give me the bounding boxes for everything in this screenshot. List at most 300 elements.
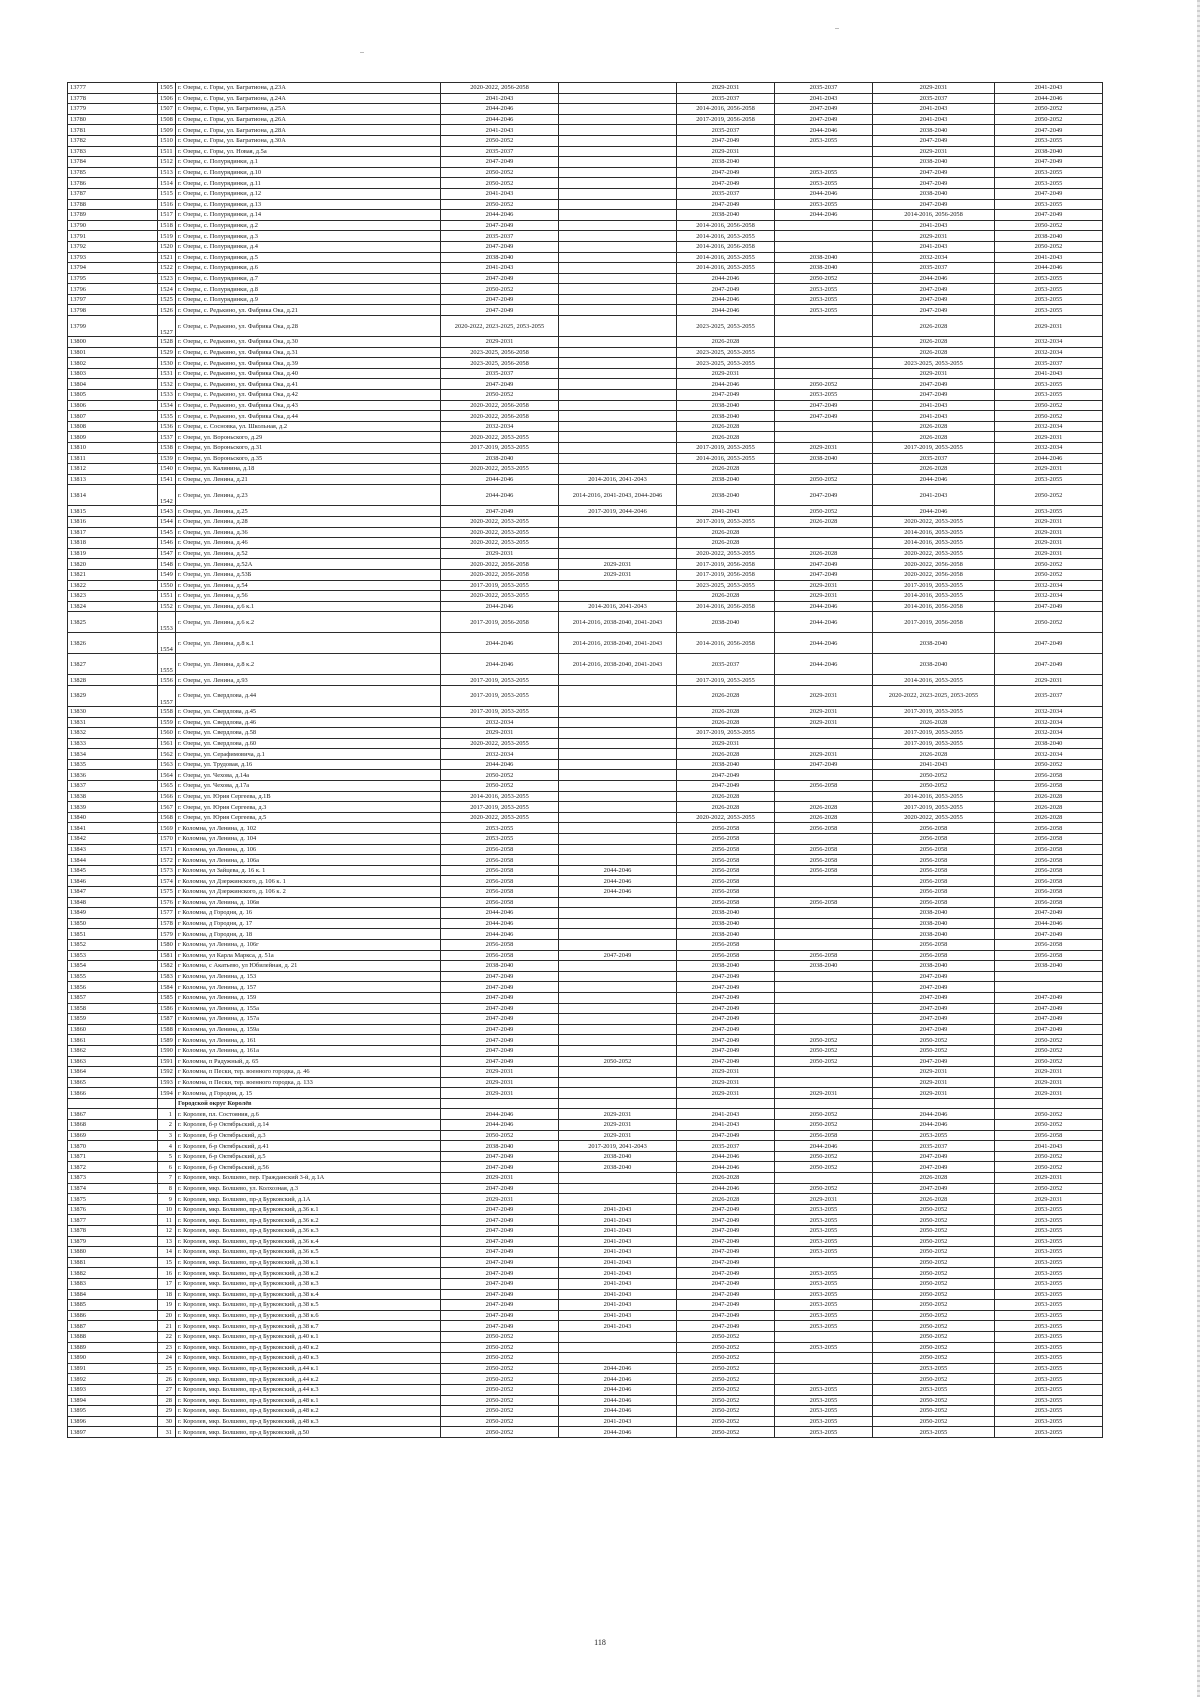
period-cell-1: 2035-2037 (441, 231, 559, 242)
item-number-cell: 1508 (158, 114, 176, 125)
item-number-cell: 28 (158, 1395, 176, 1406)
period-cell-4: 2029-2031 (775, 1194, 873, 1205)
period-cell-4 (775, 939, 873, 950)
table-row (68, 1077, 1103, 1088)
period-cell-3: 2056-2058 (677, 876, 775, 887)
item-number-cell: 1558 (158, 706, 176, 717)
period-cell-2: 2041-2043 (559, 1416, 677, 1427)
period-cell-6: 2047-2049 (995, 908, 1103, 919)
period-cell-5: 2050-2052 (873, 1226, 995, 1237)
period-cell-5: 2050-2052 (873, 1342, 995, 1353)
period-cell-6: 2050-2052 (995, 569, 1103, 580)
period-cell-4: 2050-2052 (775, 1162, 873, 1173)
item-number-cell: 1515 (158, 188, 176, 199)
period-cell-3: 2047-2049 (677, 1236, 775, 1247)
period-cell-5: 2047-2049 (873, 982, 995, 993)
record-id-cell: 13786 (68, 178, 158, 189)
period-cell-2 (559, 791, 677, 802)
period-cell-5: 2056-2058 (873, 950, 995, 961)
period-cell-5: 2047-2049 (873, 294, 995, 305)
table-row (68, 1024, 1103, 1035)
item-number-cell: 1528 (158, 337, 176, 348)
period-cell-2 (559, 347, 677, 358)
period-cell-1: 2047-2049 (441, 982, 559, 993)
period-cell-6: 2047-2049 (995, 1003, 1103, 1014)
period-cell-5: 2053-2055 (873, 1130, 995, 1141)
period-cell-5: 2038-2040 (873, 908, 995, 919)
period-cell-4: 2044-2046 (775, 210, 873, 221)
item-number-cell: 1513 (158, 167, 176, 178)
period-cell-5: 2020-2022, 2023-2025, 2053-2055 (873, 685, 995, 706)
record-id-cell: 13858 (68, 1003, 158, 1014)
address-cell: г Коломна, ул Ленина, д. 153 (176, 971, 441, 982)
address-cell: г. Озеры, с. Редькино, ул. Фабрика Ока, д.41 (176, 379, 441, 390)
period-cell-4: 2050-2052 (775, 1045, 873, 1056)
period-cell-5: 2017-2019, 2053-2055 (873, 728, 995, 739)
period-cell-4: 2053-2055 (775, 1310, 873, 1321)
period-cell-3: 2038-2040 (677, 485, 775, 506)
period-cell-2: 2041-2043 (559, 1257, 677, 1268)
period-cell-4 (775, 347, 873, 358)
period-cell-6: 2050-2052 (995, 1035, 1103, 1046)
period-cell-3: 2041-2043 (677, 1120, 775, 1131)
period-cell-1: 2050-2052 (441, 284, 559, 295)
record-id-cell: 13799 (68, 316, 158, 337)
period-cell-4 (775, 1363, 873, 1374)
record-id-cell: 13860 (68, 1024, 158, 1035)
address-cell: г. Озеры, с. Полурядинки, д.12 (176, 188, 441, 199)
period-cell-1: 2050-2052 (441, 1374, 559, 1385)
period-cell-1: 2038-2040 (441, 453, 559, 464)
table-row (68, 929, 1103, 940)
period-cell-4: 2053-2055 (775, 390, 873, 401)
period-cell-5: 2029-2031 (873, 1088, 995, 1099)
record-id-cell: 13819 (68, 548, 158, 559)
period-cell-1: 2017-2019, 2056-2058 (441, 612, 559, 633)
address-cell: г Коломна, ул Ленина, д. 106 (176, 844, 441, 855)
period-cell-1: 2035-2037 (441, 368, 559, 379)
address-cell: г. Королев, мкр. Болшево, пр-д Бурковский, д.44 к.3 (176, 1384, 441, 1395)
period-cell-4: 2050-2052 (775, 1035, 873, 1046)
item-number-cell: 24 (158, 1353, 176, 1364)
table-row (68, 1003, 1103, 1014)
period-cell-6: 2026-2028 (995, 791, 1103, 802)
table-row (68, 1278, 1103, 1289)
item-number-cell: 1570 (158, 834, 176, 845)
scan-mark (360, 52, 364, 53)
period-cell-5: 2041-2043 (873, 241, 995, 252)
address-cell: г. Озеры, с. Полурядинки, д.8 (176, 284, 441, 295)
period-cell-6: 2053-2055 (995, 1395, 1103, 1406)
period-cell-1: 2029-2031 (441, 1077, 559, 1088)
period-cell-3: 2026-2028 (677, 1173, 775, 1184)
period-cell-5: 2050-2052 (873, 1278, 995, 1289)
period-cell-3 (677, 1098, 775, 1109)
period-cell-6: 2056-2058 (995, 950, 1103, 961)
period-cell-6: 2056-2058 (995, 1130, 1103, 1141)
period-cell-3: 2035-2037 (677, 188, 775, 199)
period-cell-1: 2047-2049 (441, 1035, 559, 1046)
item-number-cell: 1529 (158, 347, 176, 358)
period-cell-3: 2017-2019, 2056-2058 (677, 114, 775, 125)
period-cell-4 (775, 982, 873, 993)
address-cell: г. Озеры, с. Сосновка, ул. Школьная, д.2 (176, 421, 441, 432)
item-number-cell: 15 (158, 1257, 176, 1268)
item-number-cell: 1584 (158, 982, 176, 993)
period-cell-1: 2056-2058 (441, 844, 559, 855)
table-row (68, 464, 1103, 475)
item-number-cell: 1579 (158, 929, 176, 940)
period-cell-1: 2050-2052 (441, 1427, 559, 1438)
table-row (68, 1353, 1103, 1364)
period-cell-1: 2050-2052 (441, 1416, 559, 1427)
period-cell-6: 2029-2031 (995, 316, 1103, 337)
record-id-cell: 13853 (68, 950, 158, 961)
period-cell-1: 2029-2031 (441, 1173, 559, 1184)
period-cell-5: 2017-2019, 2053-2055 (873, 706, 995, 717)
period-cell-1: 2047-2049 (441, 971, 559, 982)
period-cell-2 (559, 464, 677, 475)
period-cell-5: 2026-2028 (873, 337, 995, 348)
address-cell: г Коломна, ул Ленина, д. 155а (176, 1003, 441, 1014)
period-cell-6: 2029-2031 (995, 538, 1103, 549)
period-cell-2: 2047-2049 (559, 950, 677, 961)
table-row (68, 1173, 1103, 1184)
address-cell: г. Озеры, с. Горы, ул. Багратиона, д.26А (176, 114, 441, 125)
address-cell: г Коломна, ул Ленина, д. 161 (176, 1035, 441, 1046)
period-cell-3: 2056-2058 (677, 865, 775, 876)
period-cell-4: 2053-2055 (775, 1204, 873, 1215)
period-cell-5: 2053-2055 (873, 1363, 995, 1374)
item-number-cell: 1541 (158, 474, 176, 485)
period-cell-4: 2044-2046 (775, 633, 873, 654)
item-number-cell: 1519 (158, 231, 176, 242)
period-cell-6: 2047-2049 (995, 210, 1103, 221)
period-cell-6: 2053-2055 (995, 1204, 1103, 1215)
address-cell: г Коломна, п Пески, тер. военного городка, д. 46 (176, 1067, 441, 1078)
table-row (68, 950, 1103, 961)
period-cell-1: 2050-2052 (441, 1406, 559, 1417)
item-number-cell: 1590 (158, 1045, 176, 1056)
period-cell-2 (559, 146, 677, 157)
period-cell-5: 2056-2058 (873, 855, 995, 866)
item-number-cell: 1527 (158, 316, 176, 337)
table-row (68, 1215, 1103, 1226)
period-cell-1: 2050-2052 (441, 135, 559, 146)
record-id-cell: 13856 (68, 982, 158, 993)
address-cell: г. Королев, мкр. Болшево, пр-д Бурковский, д.48 к.1 (176, 1395, 441, 1406)
period-cell-5: 2056-2058 (873, 887, 995, 898)
table-row (68, 167, 1103, 178)
record-id-cell: 13839 (68, 802, 158, 813)
period-cell-6: 2032-2034 (995, 347, 1103, 358)
period-cell-1: 2047-2049 (441, 1162, 559, 1173)
record-id-cell: 13886 (68, 1310, 158, 1321)
item-number-cell: 1523 (158, 273, 176, 284)
period-cell-5: 2020-2022, 2053-2055 (873, 812, 995, 823)
address-cell: г Коломна, д Городня, д. 15 (176, 1088, 441, 1099)
period-cell-4: 2038-2040 (775, 263, 873, 274)
period-cell-5: 2026-2028 (873, 464, 995, 475)
table-row (68, 125, 1103, 136)
item-number-cell: 18 (158, 1289, 176, 1300)
period-cell-3: 2041-2043 (677, 506, 775, 517)
address-cell: г. Озеры, ул. Ленина, д.8 к.1 (176, 633, 441, 654)
period-cell-6: 2047-2049 (995, 654, 1103, 675)
period-cell-5 (873, 1098, 995, 1109)
period-cell-3: 2038-2040 (677, 210, 775, 221)
record-id-cell: 13820 (68, 559, 158, 570)
table-row (68, 1067, 1103, 1078)
period-cell-5: 2041-2043 (873, 220, 995, 231)
period-cell-5: 2050-2052 (873, 1374, 995, 1385)
period-cell-3: 2044-2046 (677, 294, 775, 305)
address-cell: г. Озеры, ул. Вороньского, д.31 (176, 443, 441, 454)
period-cell-3: 2047-2049 (677, 1257, 775, 1268)
period-cell-5: 2047-2049 (873, 167, 995, 178)
address-cell: г Коломна, п Пески, тер. военного городка, д. 133 (176, 1077, 441, 1088)
period-cell-5: 2056-2058 (873, 876, 995, 887)
period-cell-1: 2047-2049 (441, 1321, 559, 1332)
period-cell-1: 2017-2019, 2053-2055 (441, 443, 559, 454)
address-cell: г. Озеры, ул. Ленина, д.8 к.2 (176, 654, 441, 675)
period-cell-2: 2041-2043 (559, 1300, 677, 1311)
period-cell-3: 2044-2046 (677, 1151, 775, 1162)
period-cell-6: 2053-2055 (995, 390, 1103, 401)
period-cell-3: 2026-2028 (677, 591, 775, 602)
address-cell: Городской округ Королёв (176, 1098, 441, 1109)
period-cell-3: 2026-2028 (677, 791, 775, 802)
period-cell-3: 2047-2049 (677, 1035, 775, 1046)
address-cell: г Коломна, д Городня, д. 16 (176, 908, 441, 919)
period-cell-3: 2047-2049 (677, 1045, 775, 1056)
period-cell-4 (775, 992, 873, 1003)
address-cell: г. Озеры, ул. Свердлова, д.46 (176, 717, 441, 728)
period-cell-1: 2047-2049 (441, 1278, 559, 1289)
period-cell-1: 2020-2022, 2053-2055 (441, 538, 559, 549)
period-cell-1: 2050-2052 (441, 1395, 559, 1406)
record-id-cell: 13817 (68, 527, 158, 538)
period-cell-1: 2041-2043 (441, 93, 559, 104)
period-cell-1: 2044-2046 (441, 908, 559, 919)
period-cell-3: 2041-2043 (677, 1109, 775, 1120)
item-number-cell: 1544 (158, 516, 176, 527)
period-cell-6: 2032-2034 (995, 749, 1103, 760)
period-cell-4: 2053-2055 (775, 167, 873, 178)
period-cell-6: 2053-2055 (995, 1321, 1103, 1332)
item-number-cell: 1506 (158, 93, 176, 104)
period-cell-4 (775, 527, 873, 538)
period-cell-4: 2038-2040 (775, 961, 873, 972)
item-number-cell: 1556 (158, 675, 176, 686)
period-cell-5: 2041-2043 (873, 411, 995, 422)
address-cell: г. Королев, мкр. Болшево, пр-д Бурковский, д.48 к.3 (176, 1416, 441, 1427)
period-cell-5: 2023-2025, 2053-2055 (873, 358, 995, 369)
period-cell-4: 2056-2058 (775, 950, 873, 961)
period-cell-4: 2050-2052 (775, 273, 873, 284)
period-cell-1: 2047-2049 (441, 1183, 559, 1194)
period-cell-2 (559, 1173, 677, 1184)
address-cell: г. Озеры, с. Полурядинки, д.1 (176, 157, 441, 168)
period-cell-1: 2047-2049 (441, 992, 559, 1003)
period-cell-6: 2047-2049 (995, 633, 1103, 654)
period-cell-3: 2038-2040 (677, 918, 775, 929)
item-number-cell: 30 (158, 1416, 176, 1427)
period-cell-2: 2041-2043 (559, 1289, 677, 1300)
period-cell-5: 2047-2049 (873, 135, 995, 146)
address-cell: г. Королев, б-р Октябрьский, д.3 (176, 1130, 441, 1141)
period-cell-3: 2050-2052 (677, 1406, 775, 1417)
period-cell-4 (775, 918, 873, 929)
period-cell-2 (559, 453, 677, 464)
item-number-cell: 1553 (158, 612, 176, 633)
period-cell-4: 2050-2052 (775, 506, 873, 517)
period-cell-6: 2053-2055 (995, 199, 1103, 210)
period-cell-2 (559, 125, 677, 136)
period-cell-3: 2050-2052 (677, 1395, 775, 1406)
period-cell-4 (775, 1077, 873, 1088)
table-row (68, 759, 1103, 770)
table-row (68, 199, 1103, 210)
item-number-cell: 1547 (158, 548, 176, 559)
period-cell-4: 2047-2049 (775, 569, 873, 580)
table-row (68, 1035, 1103, 1046)
table-row (68, 1204, 1103, 1215)
period-cell-6: 2032-2034 (995, 443, 1103, 454)
table-row (68, 135, 1103, 146)
period-cell-1: 2050-2052 (441, 1363, 559, 1374)
period-cell-1: 2029-2031 (441, 728, 559, 739)
item-number-cell: 1526 (158, 305, 176, 316)
period-cell-5: 2014-2016, 2056-2058 (873, 601, 995, 612)
period-cell-6: 2056-2058 (995, 865, 1103, 876)
table-row (68, 157, 1103, 168)
address-cell: г. Озеры, с. Горы, ул. Багратиона, д.30А (176, 135, 441, 146)
period-cell-3: 2017-2019, 2053-2055 (677, 675, 775, 686)
period-cell-3: 2044-2046 (677, 379, 775, 390)
period-cell-3: 2050-2052 (677, 1427, 775, 1438)
item-number-cell: 1521 (158, 252, 176, 263)
table-row (68, 83, 1103, 94)
item-number-cell: 1589 (158, 1035, 176, 1046)
record-id-cell: 13777 (68, 83, 158, 94)
period-cell-2 (559, 971, 677, 982)
period-cell-3: 2038-2040 (677, 908, 775, 919)
record-id-cell: 13854 (68, 961, 158, 972)
address-cell: г. Озеры, с. Редькино, ул. Фабрика Ока, д.31 (176, 347, 441, 358)
period-cell-4: 2047-2049 (775, 114, 873, 125)
record-id-cell: 13882 (68, 1268, 158, 1279)
period-cell-5: 2035-2037 (873, 1141, 995, 1152)
period-cell-5: 2017-2019, 2053-2055 (873, 443, 995, 454)
record-id-cell: 13790 (68, 220, 158, 231)
period-cell-4: 2047-2049 (775, 559, 873, 570)
address-cell: г. Озеры, ул. Ленина, д.46 (176, 538, 441, 549)
period-cell-3: 2047-2049 (677, 1268, 775, 1279)
record-id-cell: 13823 (68, 591, 158, 602)
table-row (68, 1120, 1103, 1131)
period-cell-5: 2014-2016, 2053-2055 (873, 538, 995, 549)
period-cell-1: 2050-2052 (441, 770, 559, 781)
period-cell-4: 2053-2055 (775, 1406, 873, 1417)
address-cell: г. Королев, мкр. Болшево, пр-д Бурковский, д.40 к.3 (176, 1353, 441, 1364)
period-cell-3: 2056-2058 (677, 887, 775, 898)
period-cell-5: 2041-2043 (873, 114, 995, 125)
address-cell: г. Озеры, ул. Ленина, д.25 (176, 506, 441, 517)
period-cell-1: 2044-2046 (441, 633, 559, 654)
period-cell-6: 2029-2031 (995, 464, 1103, 475)
period-cell-5: 2026-2028 (873, 421, 995, 432)
table-row (68, 791, 1103, 802)
table-row (68, 1300, 1103, 1311)
period-cell-6: 2053-2055 (995, 1278, 1103, 1289)
period-cell-3: 2017-2019, 2056-2058 (677, 569, 775, 580)
record-id-cell: 13857 (68, 992, 158, 1003)
table-row (68, 1130, 1103, 1141)
period-cell-1: 2020-2022, 2053-2055 (441, 738, 559, 749)
record-id-cell: 13784 (68, 157, 158, 168)
item-number-cell: 20 (158, 1310, 176, 1321)
period-cell-2 (559, 400, 677, 411)
address-cell: г Коломна, ул Дзержинского, д. 106 к. 2 (176, 887, 441, 898)
item-number-cell: 1522 (158, 263, 176, 274)
period-cell-2: 2014-2016, 2038-2040, 2041-2043 (559, 654, 677, 675)
period-cell-5: 2050-2052 (873, 1268, 995, 1279)
address-cell: г. Озеры, с. Полурядинки, д.7 (176, 273, 441, 284)
table-row (68, 1151, 1103, 1162)
table-row (68, 474, 1103, 485)
period-cell-1: 2044-2046 (441, 1120, 559, 1131)
period-cell-2 (559, 527, 677, 538)
period-cell-5: 2053-2055 (873, 1427, 995, 1438)
period-cell-6 (995, 971, 1103, 982)
period-cell-5: 2047-2049 (873, 1014, 995, 1025)
period-cell-2: 2041-2043 (559, 1268, 677, 1279)
period-cell-4: 2053-2055 (775, 284, 873, 295)
period-cell-2 (559, 675, 677, 686)
address-cell: г. Озеры, с. Редькино, ул. Фабрика Ока, д.30 (176, 337, 441, 348)
period-cell-4 (775, 770, 873, 781)
period-cell-1: 2044-2046 (441, 759, 559, 770)
address-cell: г. Королев, мкр. Болшево, ул. Колхозная, д.3 (176, 1183, 441, 1194)
period-cell-3: 2023-2025, 2053-2055 (677, 358, 775, 369)
period-cell-2 (559, 717, 677, 728)
period-cell-5: 2056-2058 (873, 897, 995, 908)
period-cell-4 (775, 1003, 873, 1014)
period-cell-5: 2056-2058 (873, 865, 995, 876)
record-id-cell: 13851 (68, 929, 158, 940)
address-cell: г. Озеры, с. Полурядинки, д.2 (176, 220, 441, 231)
table-row (68, 284, 1103, 295)
period-cell-5: 2056-2058 (873, 844, 995, 855)
period-cell-5: 2029-2031 (873, 1077, 995, 1088)
address-cell: г. Озеры, ул. Свердлова, д.45 (176, 706, 441, 717)
period-cell-5: 2044-2046 (873, 506, 995, 517)
period-cell-2 (559, 305, 677, 316)
period-cell-6: 2053-2055 (995, 1416, 1103, 1427)
period-cell-2 (559, 1331, 677, 1342)
period-cell-3: 2038-2040 (677, 157, 775, 168)
period-cell-5: 2038-2040 (873, 157, 995, 168)
record-id-cell: 13803 (68, 368, 158, 379)
record-id-cell: 13835 (68, 759, 158, 770)
period-cell-5: 2041-2043 (873, 485, 995, 506)
address-cell: г Коломна, ул Ленина, д. 104 (176, 834, 441, 845)
period-cell-2: 2041-2043 (559, 1226, 677, 1237)
address-cell: г. Озеры, ул. Ленина, д.54 (176, 580, 441, 591)
address-cell: г. Озеры, с. Горы, ул. Багратиона, д.28А (176, 125, 441, 136)
period-cell-3: 2047-2049 (677, 781, 775, 792)
